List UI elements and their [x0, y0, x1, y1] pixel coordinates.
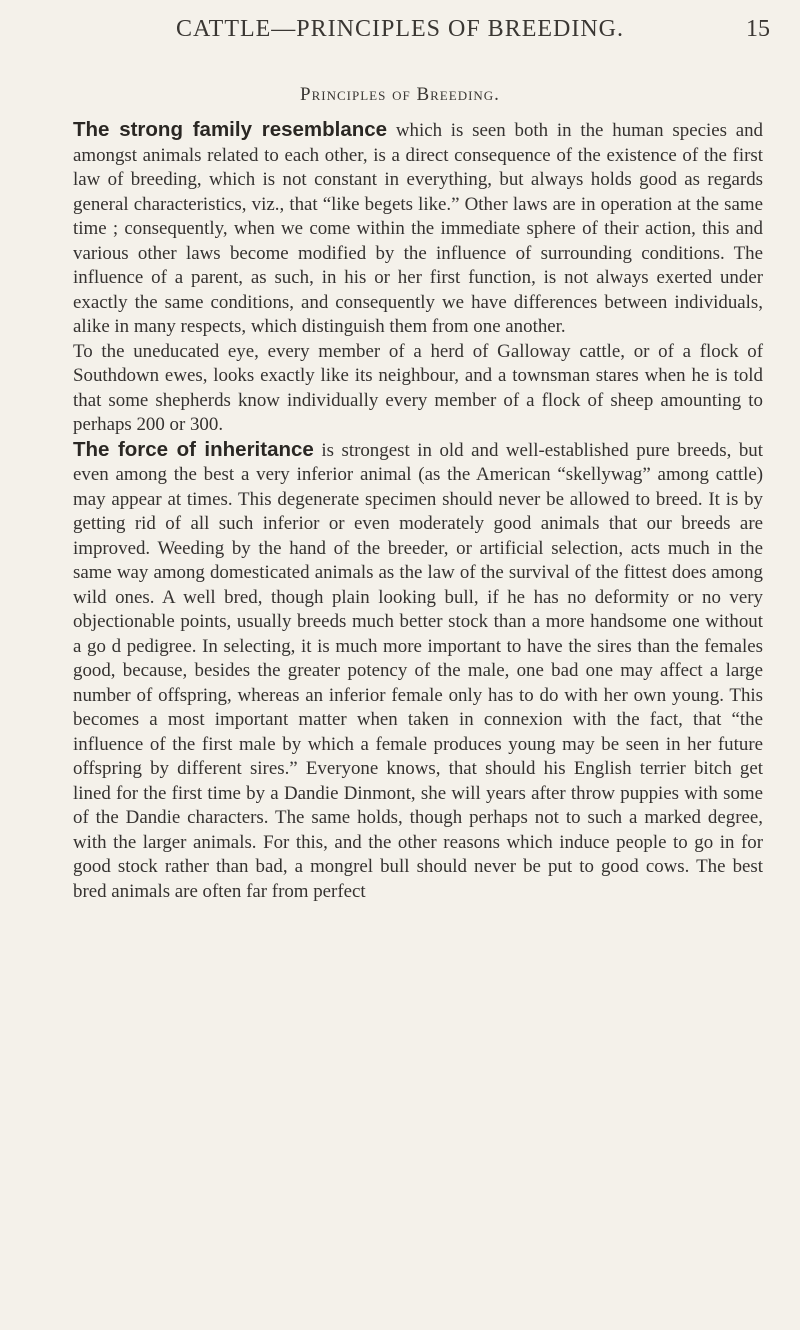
- page-number: 15: [746, 16, 770, 42]
- paragraph-text: which is seen both in the human species and amongst animals related to each other, is a direct consequence of the existence of the first law of breeding, which is not constant in everything, but always holds good as regards general characteristics, viz., that “like begets like.” Other laws are in operation at the same time ; consequently, when we come within the immediate sphere of their action, this and various other laws become modified by the influence of surrounding conditions. The influence of a parent, as such, in his or her first function, is not always exerted under exactly the same conditions, and consequently we have differences between individuals, alike in many respects, which distinguish them from one another.: [73, 120, 764, 337]
- paragraph: [73, 118, 763, 340]
- paragraph-lead: The strong family resemblance: [73, 118, 388, 141]
- paragraph-lead: The force of inheritance: [73, 437, 314, 461]
- paragraph: [73, 340, 763, 438]
- section-heading: Principles of Breeding.: [300, 84, 500, 105]
- body-text: [73, 118, 763, 904]
- running-header: [0, 16, 800, 56]
- paragraph-text: To the uneducated eye, every member of a herd of Galloway cattle, or of a flock of Southdown ewes, looks exactly like its neighbour, and a townsman stares when he is told that some shepherds know individually every member of a flock of sheep amounting to perhaps 200 or 300.: [73, 340, 763, 435]
- paragraph-text: is strongest in old and well-established pure breeds, but even among the best a very inferior animal (as the American “skellywag” among cattle) may appear at times. This degenerate specimen should never be allowed to breed. It is by getting rid of all such inferior or even moderately good animals that our breeds are improved. Weeding by the hand of the breeder, or artificial selection, acts much in the same way among domesticated animals as the law of the survival of the fittest does among wild ones. A well bred, though plain looking bull, if he has no deformity or no very objectionable points, usually breeds much better stock than a more handsome one without a go d pedigree. In selecting, it is much more important to have the sires than the females good, because, besides the greater potency of the male, one bad one may affect a large number of offspring, whereas an inferior female only has to do with her own young. This becomes a most important matter when taken in connexion with the fact, that “the influence of the first male by which a female produces young may be seen in her future offspring by different sires.” Everyone knows, that should his English terrier bitch get lined for the first time by a Dandie Dinmont, she will years after throw puppies with some of the Dandie characters. The same holds, though perhaps not to such a marked degree, with the larger animals. For this, and the other reasons which induce people to go in for good stock rather than bad, a mongrel bull should never be put to good cows. The best bred animals are often far from perfect: [73, 439, 763, 902]
- paragraph: [73, 438, 763, 905]
- running-title: CATTLE—PRINCIPLES OF BREEDING.: [175, 16, 625, 42]
